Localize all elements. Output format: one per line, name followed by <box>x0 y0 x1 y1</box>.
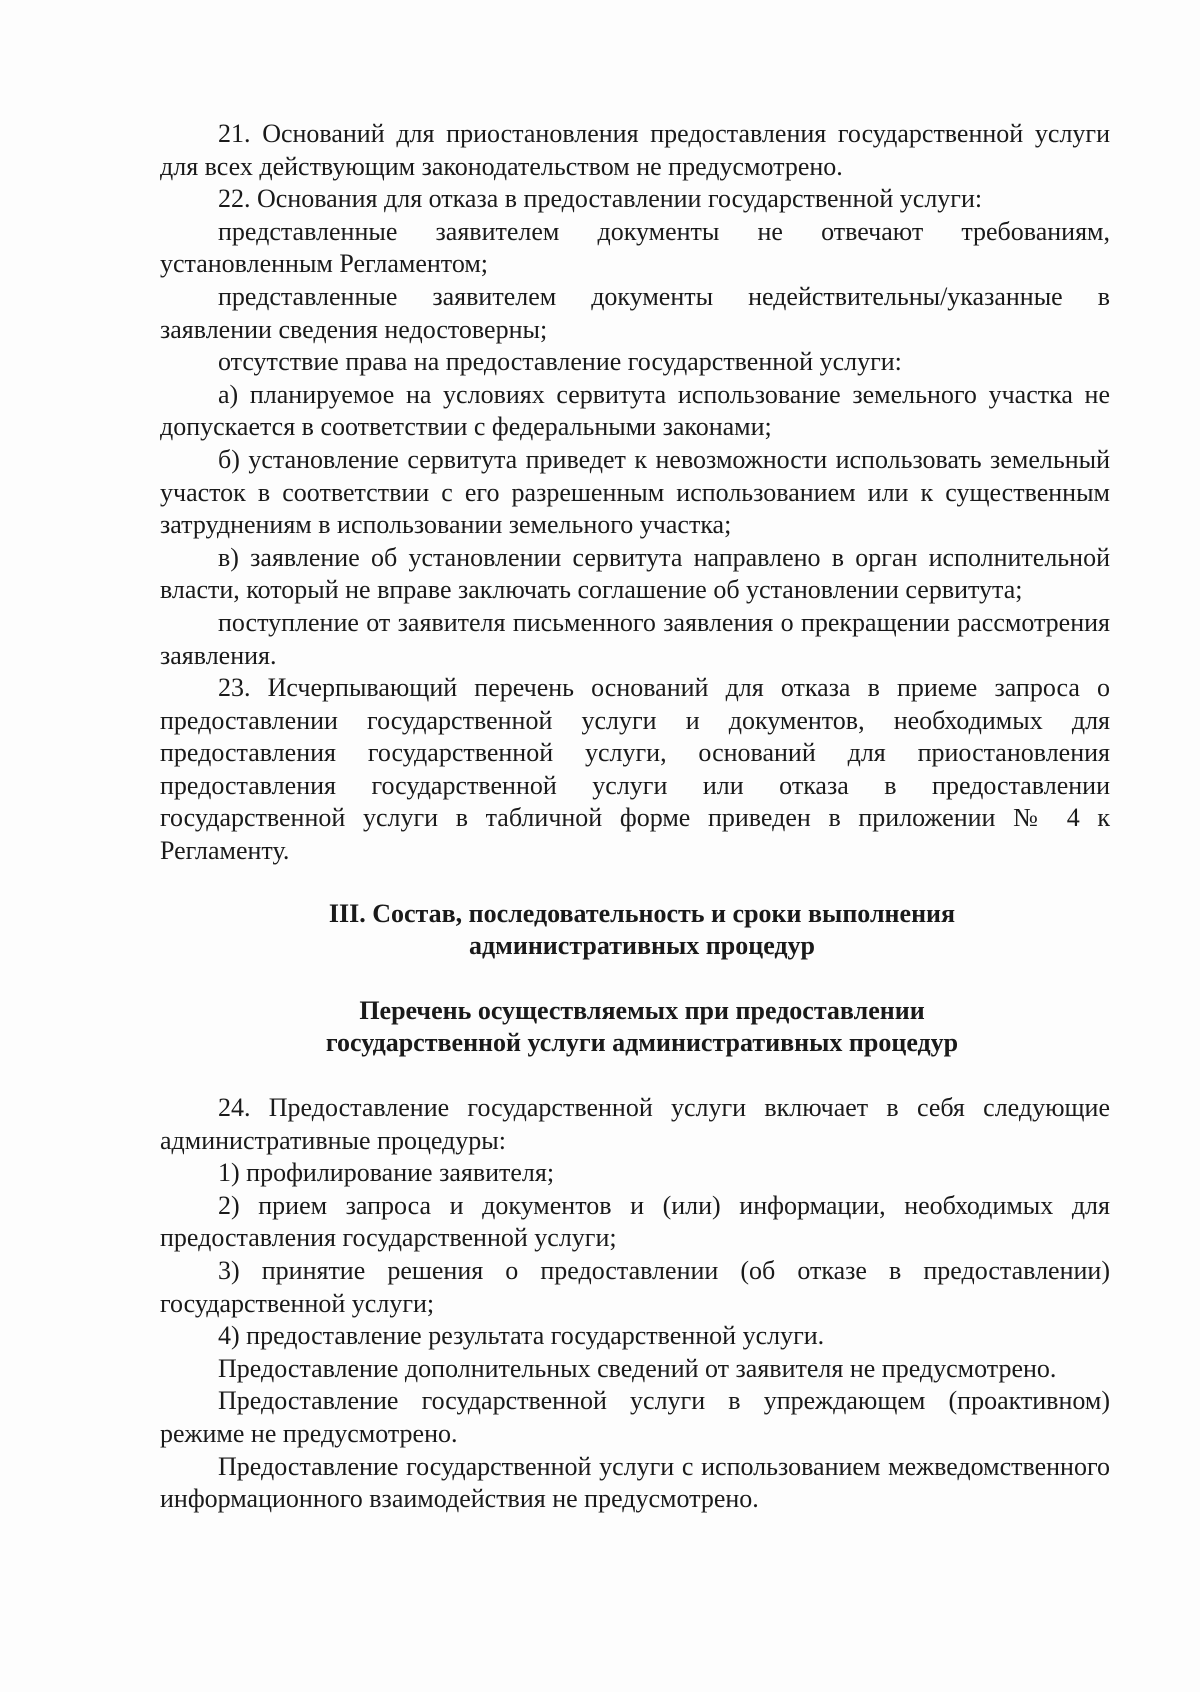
paragraph-additional-info: Предоставление дополнительных сведений от заявителя не предусмотрено. <box>218 1353 1057 1383</box>
paragraph-proactive-mode: Предоставление государственной услуги в упреждающем (проактивном) режиме не предусмотрено. <box>160 1386 1110 1448</box>
paragraph-24-item-3: 3) принятие решения о предоставлении (об отказе в предоставлении) государственной услуги; <box>160 1256 1110 1318</box>
section-heading-line-1: III. Состав, последовательность и сроки выполнения <box>328 898 956 928</box>
subsection-heading-line-2: государственной услуги административных процедур <box>325 1028 959 1058</box>
paragraph-22-item-2: представленные заявителем документы недействительны/указанные в заявлении сведения недостоверны; <box>160 281 1110 344</box>
section-heading-line-2: административных процедур <box>468 931 816 961</box>
paragraph-22-item-4: поступление от заявителя письменного заявления о прекращении рассмотрения заявления. <box>160 607 1110 670</box>
document-body <box>160 118 1110 1516</box>
paragraph-24-item-4: 4) предоставление результата государственной услуги. <box>218 1321 825 1351</box>
paragraph-22-subitem-b: б) установление сервитута приведет к невозможности использовать земельный участок в соответствии с его разрешенным использованием или к существенным затруднениям в использовании земельного участка; <box>160 444 1110 540</box>
paragraph-24-item-2: 2) прием запроса и документов и (или) информации, необходимых для предоставления государственной услуги; <box>160 1190 1110 1253</box>
paragraph-21: 21. Оснований для приостановления предоставления государственной услуги для всех действующим законодательством не предусмотрено. <box>160 119 1110 181</box>
paragraph-22-subitem-v: в) заявление об установлении сервитута направлено в орган исполнительной власти, который не вправе заключать соглашение об установлении сервитута; <box>160 542 1110 605</box>
paragraph-22-item-3: отсутствие права на предоставление государственной услуги: <box>218 347 902 377</box>
paragraph-24: 24. Предоставление государственной услуги включает в себя следующие административные процедуры: <box>160 1093 1110 1155</box>
paragraph-22-subitem-a: а) планируемое на условиях сервитута использование земельного участка не допускается в соответствии с федеральными законами; <box>160 379 1110 442</box>
paragraph-interagency: Предоставление государственной услуги с использованием межведомственного информационного взаимодействия не предусмотрено. <box>160 1451 1110 1514</box>
subsection-heading-line-1: Перечень осуществляемых при предоставлении <box>359 995 925 1025</box>
paragraph-23: 23. Исчерпывающий перечень оснований для отказа в приеме запроса о предоставлении государственной услуги и документов, необходимых для предоставления государственной услуги, оснований для приостановления предоставления государственной услуги или отказа в предоставлении государственной услуги в табличной форме приведен в приложении № 4 к Регламенту. <box>160 673 1110 866</box>
paragraph-22-item-1: представленные заявителем документы не отвечают требованиям, установленным Регламентом; <box>160 216 1110 279</box>
paragraph-22: 22. Основания для отказа в предоставлении государственной услуги: <box>218 184 983 214</box>
subsection-heading <box>160 995 1110 1060</box>
paragraph-24-item-1: 1) профилирование заявителя; <box>218 1158 555 1188</box>
section-heading <box>160 898 1110 963</box>
